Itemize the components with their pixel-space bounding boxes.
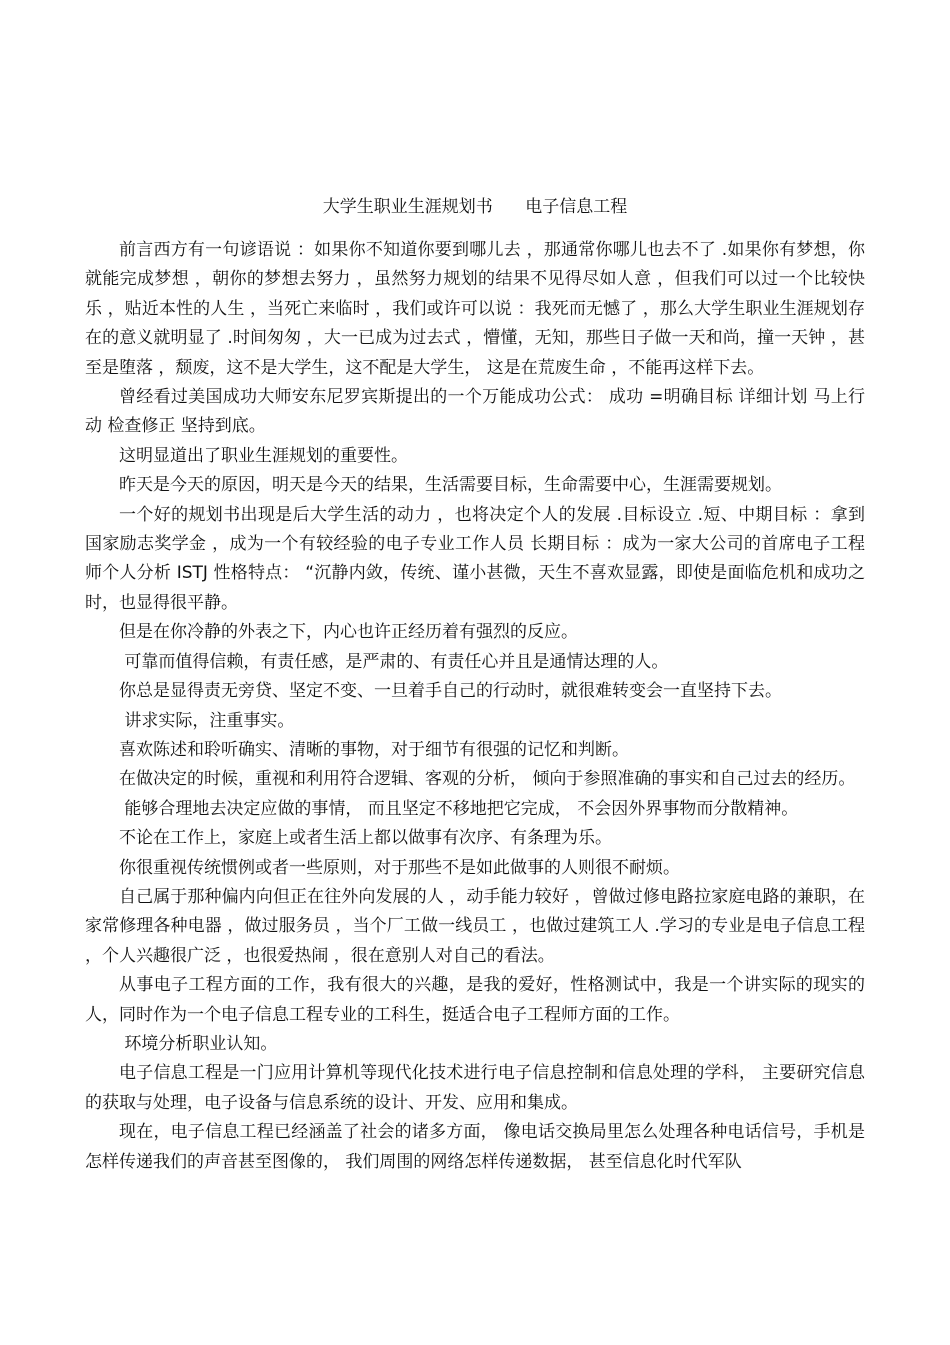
- paragraph-applications: 现在，电子信息工程已经涵盖了社会的诸多方面， 像电话交换局里怎么处理各种电话信号，手机是怎样传递我们的声音甚至图像的， 我们周围的网络怎样传递数据， 甚至信息化时代军队: [85, 1122, 865, 1172]
- paragraph-discipline: 电子信息工程是一门应用计算机等现代化技术进行电子信息控制和信息处理的学科， 主要研究信息的获取与处理，电子设备与信息系统的设计、开发、应用和集成。: [85, 1063, 865, 1113]
- paragraph-decisions: 在做决定的时候，重视和利用符合逻辑、客观的分析， 倾向于参照准确的事实和自己过去的经历。: [119, 769, 856, 790]
- paragraph-yesterday-today: 昨天是今天的原因，明天是今天的结果，生活需要目标，生命需要中心，生涯需要规划。: [119, 475, 782, 496]
- paragraph-importance: 这明显道出了职业生涯规划的重要性。: [119, 445, 408, 466]
- paragraph-interest: 从事电子工程方面的工作，我有很大的兴趣，是我的爱好，性格测试中，我是一个讲实际的现实的人，同时作为一个电子信息工程专业的工科生，挺适合电子工程师方面的工作。: [85, 975, 865, 1025]
- paragraph-persistent: 你总是显得责无旁贷、坚定不变、一旦着手自己的行动时，就很难转变会一直坚持下去。: [119, 681, 782, 702]
- document-title: 大学生职业生涯规划书 电子信息工程: [322, 197, 628, 217]
- paragraph-reliable: 可靠而值得信赖，有责任感，是严肃的、有责任心并且是通情达理的人。: [119, 651, 669, 672]
- paragraph-practical: 讲求实际，注重事实。: [119, 710, 295, 731]
- paragraph-preface: 前言西方有一句谚语说 ：如果你不知道你要到哪儿去 ，那通常你哪儿也去不了 .如果你有梦想，你就能完成梦想 ，朝你的梦想去努力 ，虽然努力规划的结果不见得尽如人意 ，但我们可以过一个比较快乐 ，贴近本性的人生 ，当死亡来临时 ，我们或许可以说 ：我死而无憾了 ，那么大学生职业生涯规划存在的意义就明显了 .时间匆匆 ，大一已成为过去式 ，懵懂，无知，那些日子做一天和尚，撞一天钟 ，甚至是堕落 ，颓废，这不是大学生，这不配是大学生， 这是在荒废生命 ，不能再这样下去。: [85, 240, 865, 378]
- paragraph-goals-analysis: 一个好的规划书出现是后大学生活的动力 ，也将决定个人的发展 .目标设立 .短、中期目标 ：拿到国家励志奖学金 ，成为一个有较经验的电子专业工作人员 长期目标 ：成为一家大公司的首席电子工程师个人分析 ISTJ 性格特点： “沉静内敛，传统、谨小甚微，天生不喜欢显露，即使是面临危机和成功之时，也显得很平静。: [85, 504, 865, 613]
- paragraph-success-formula: 曾经看过美国成功大师安东尼罗宾斯提出的一个万能成功公式： 成功 =明确目标 详细计划 马上行动 检查修正 坚持到底。: [85, 387, 865, 437]
- paragraph-focus: 能够合理地去决定应做的事情， 而且坚定不移地把它完成， 不会因外界事物而分散精神。: [119, 798, 799, 819]
- paragraph-calm-exterior: 但是在你冷静的外表之下，内心也许正经历着有强烈的反应。: [119, 622, 578, 643]
- paragraph-self-description: 自己属于那种偏内向但正在往外向发展的人 ，动手能力较好 ，曾做过修电路拉家庭电路的兼职，在家常修理各种电器 ，做过服务员 ，当个厂工做一线员工 ，也做过建筑工人 .学习的专业是电子信息工程 ，个人兴趣很广泛 ，也很爱热闹 ，很在意别人对自己的看法。: [85, 886, 871, 966]
- paragraph-order: 不论在工作上，家庭上或者生活上都以做事有次序、有条理为乐。: [119, 828, 612, 849]
- paragraph-tradition: 你很重视传统惯例或者一些原则，对于那些不是如此做事的人则很不耐烦。: [119, 857, 680, 878]
- paragraph-environment-heading: 环境分析职业认知。: [119, 1033, 278, 1054]
- paragraph-details: 喜欢陈述和聆听确实、清晰的事物，对于细节有很强的记忆和判断。: [119, 739, 629, 760]
- document-body: [85, 236, 871, 1177]
